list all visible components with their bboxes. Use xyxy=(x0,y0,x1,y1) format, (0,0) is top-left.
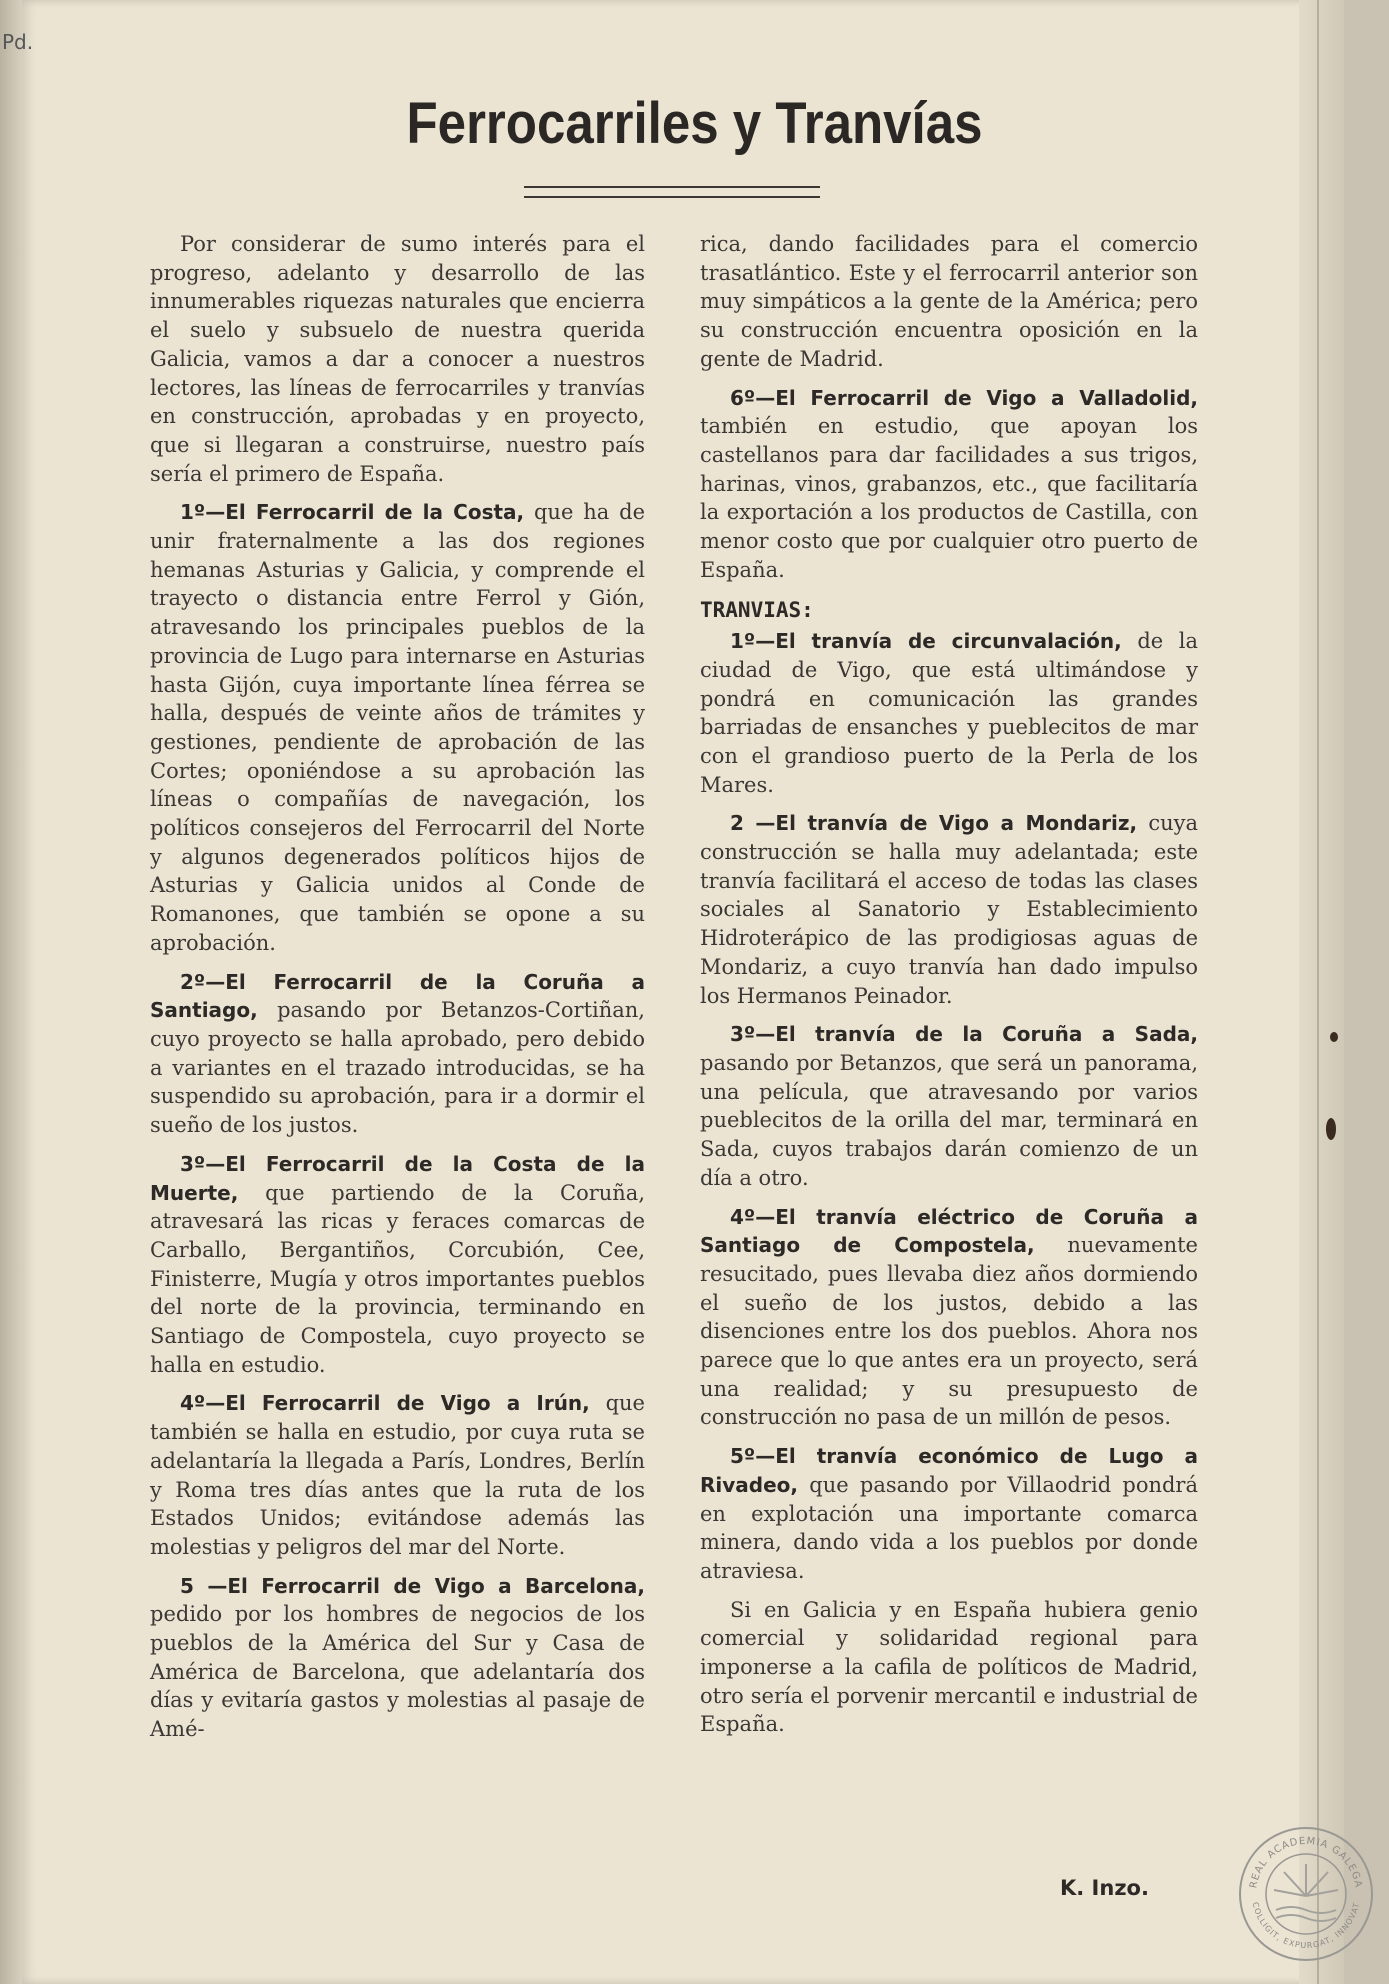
paragraph-text: Por considerar de sumo interés para el progreso, adelanto y desarrollo de las innumerables riquezas naturales que encierra el suelo y subsuelo de nuestra querida Galicia, vamos a dar a conocer a nuestros lectores, las líneas de ferrocarriles y tranvías en construcción, aprobadas y en proyecto, que si llegaran a construirse, nuestro país sería el primero de España. xyxy=(150,232,645,486)
academy-seal-icon xyxy=(1236,1824,1376,1964)
paragraph xyxy=(700,230,1198,374)
paragraph-text: nuevamente resucitado, pues llevaba diez años dormiendo el sueño de los justos, debido a las disenciones entre los dos pueblos. Ahora nos parece que lo que antes era un proyecto, será una realidad; y su presupuesto de construcción no pasa de un millón de pesos. xyxy=(700,1233,1198,1430)
tranvias-heading: TRANVIAS: xyxy=(700,598,814,623)
signature: K. Inzo. xyxy=(1060,1876,1149,1900)
margin-mark: Pd. xyxy=(2,30,34,54)
paragraph xyxy=(700,1442,1198,1586)
paragraph xyxy=(150,968,645,1140)
paragraph xyxy=(700,809,1198,1010)
paragraph-text: pedido por los hombres de negocios de los pueblos de la América del Sur y Casa de América de Barcelona, que adelantaría dos días y evitaría gastos y molestias al pasaje de Amé- xyxy=(150,1602,645,1742)
seal-top-text: REAL ACADEMIA GALEGA xyxy=(1248,1835,1364,1890)
page-edge xyxy=(1299,0,1344,1984)
paragraph xyxy=(150,1389,645,1561)
paragraph-text: Si en Galicia y en España hubiera genio comercial y solidaridad regional para imponerse a la cafila de políticos de Madrid, otro sería el porvenir mercantil e industrial de España. xyxy=(700,1597,1198,1737)
item-heading: 4º—El tranvía eléctrico de Coruña a Santiago de Compostela, xyxy=(700,1204,1198,1258)
paragraph xyxy=(700,627,1198,799)
item-heading: 5 —El Ferrocarril de Vigo a Barcelona, xyxy=(180,1573,645,1598)
paragraph-text: también en estudio, que apoyan los castellanos para dar facilidades a sus trigos, harinas, vinos, grabanzos, etc., que facilitaría la exportación a los productos de Castilla, con menor costo que por cualquier otro puerto de España. xyxy=(700,414,1198,582)
paragraph xyxy=(150,1572,645,1744)
paragraph-text: pasando por Betanzos, que será un panorama, una película, que atravesando por varios pueblecitos de la orilla del mar, terminará en Sada, cuyos trabajos darán comienzo de un día a otro. xyxy=(700,1050,1198,1190)
paragraph xyxy=(150,1150,645,1380)
item-heading: 2º—El Ferrocarril de la Coruña a Santiago, xyxy=(150,969,645,1023)
paragraph-text: de la ciudad de Vigo, que está ultimándose y pondrá en comunicación las grandes barriadas de ensanches y pueblecitos de mar con el grandioso puerto de la Perla de los Mares. xyxy=(700,629,1198,797)
item-heading: 2 —El tranvía de Vigo a Mondariz, xyxy=(730,811,1138,836)
page-title: Ferrocarriles y Tranvías xyxy=(406,91,983,156)
paragraph xyxy=(700,1203,1198,1433)
paragraph-text: que partiendo de la Coruña, atravesará las ricas y feraces comarcas de Carballo, Bergantiños, Corcubión, Cee, Finisterre, Mugía y otros importantes pueblos del norte de la provincia, terminando en Santiago de Compostela, cuyo proyecto se halla en estudio. xyxy=(150,1180,645,1377)
ink-stain xyxy=(1330,1032,1338,1042)
left-column xyxy=(150,230,645,1744)
item-heading: 5º—El tranvía económico de Lugo a Rivadeo, xyxy=(700,1444,1198,1497)
paragraph xyxy=(150,230,645,488)
item-heading: 1º—El Ferrocarril de la Costa, xyxy=(180,500,525,525)
paragraph xyxy=(700,1020,1198,1192)
item-heading: 1º—El tranvía de circunvalación, xyxy=(730,629,1122,654)
item-heading: 4º—El Ferrocarril de Vigo a Irún, xyxy=(180,1391,590,1416)
book-binding xyxy=(0,0,22,1984)
seal-bottom-text: COLLIGIT, EXPURGAT, INNOVAT xyxy=(1250,1901,1362,1951)
ink-stain xyxy=(1326,1118,1336,1140)
paragraph xyxy=(700,1596,1198,1740)
title-rule-bottom xyxy=(524,196,820,198)
paragraph-text: cuya construcción se halla muy adelantada; este tranvía facilitará el acceso de todas las clases sociales al Sanatorio y Establecimiento Hidroterápico de las prodigiosas aguas de Mondariz, a cuyo tranvía han dado impulso los Hermanos Peinador. xyxy=(700,811,1198,1008)
title-rule-top xyxy=(524,186,820,188)
item-heading: 6º—El Ferrocarril de Vigo a Valladolid, xyxy=(730,385,1198,410)
paragraph-text: pasando por Betanzos-Cortiñan, cuyo proyecto se halla aprobado, pero debido a variantes en el trazado introducidas, se ha suspendido su aprobación, para ir a dormir el sueño de los justos. xyxy=(150,998,645,1138)
paragraph xyxy=(150,498,645,957)
paragraph xyxy=(700,384,1198,585)
paragraph-text: que ha de unir fraternalmente a las dos regiones hemanas Asturias y Galicia, y comprende el trayecto o distancia entre Ferrol y Gión, atravesando los principales pueblos de la provincia de Lugo para internarse en Asturias hasta Gijón, cuya importante línea férrea se halla, después de veinte años de trámites y gestiones, pendiente de aprobación de las Cortes; oponiéndose a su aprobación las líneas o compañías de navegación, los políticos consejeros del Ferrocarril del Norte y algunos degenerados políticos hijos de Asturias y Galicia unidos al Conde de Romanones, que también se opone a su aprobación. xyxy=(150,500,645,955)
paragraph-text: que pasando por Villaodrid pondrá en explotación una importante comarca minera, dando vida a los pueblos por donde atraviesa. xyxy=(700,1472,1198,1583)
svg-text:COLLIGIT, EXPURGAT, INNOVAT xyxy=(1251,1901,1362,1950)
paragraph-text: rica, dando facilidades para el comercio trasatlántico. Este y el ferrocarril anterior son muy simpáticos a la gente de la América; pero su construcción encuentra oposición en la gente de Madrid. xyxy=(700,232,1198,371)
paragraph-text: que también se halla en estudio, por cuya ruta se adelantaría la llegada a París, Londres, Berlín y Roma tres días antes que la ruta de los Estados Unidos; evitándose además las molestias y peligros del mar del Norte. xyxy=(150,1391,645,1559)
item-heading: 3º—El tranvía de la Coruña a Sada, xyxy=(730,1022,1198,1047)
right-column xyxy=(700,230,1198,1739)
item-heading: 3º—El Ferrocarril de la Costa de la Muerte, xyxy=(150,1151,645,1205)
